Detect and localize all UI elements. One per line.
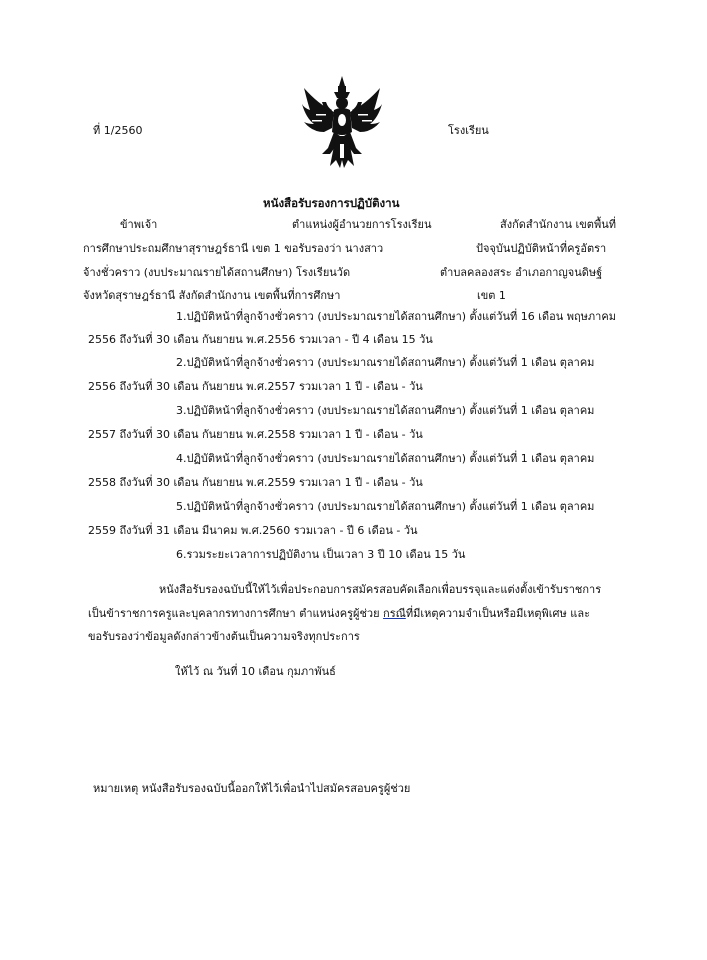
intro-line-4b: เขต 1 [477, 289, 506, 302]
item-1-cont: 2556 ถึงวันที่ 30 เดือน กันยายน พ.ศ.2556 รวมเวลา - ปี 4 เดือน 15 วัน [88, 333, 433, 346]
item-4-main: 4.ปฏิบัติหน้าที่ลูกจ้างชั่วคราว (งบประมาณรายได้สถานศึกษา) ตั้งแต่วันที่ 1 เดือน ตุลาคม [176, 452, 595, 465]
intro-line-4a: จังหวัดสุราษฎร์ธานี สังกัดสำนักงาน เขตพื้นที่การศึกษา [83, 289, 341, 302]
doc-number: ที่ 1/2560 [93, 124, 143, 137]
intro-line-2b: ปัจจุบันปฏิบัติหน้าที่ครูอัตรา [476, 242, 607, 255]
item-5-cont: 2559 ถึงวันที่ 31 เดือน มีนาคม พ.ศ.2560 รวมเวลา - ปี 6 เดือน - วัน [88, 524, 418, 537]
purpose-line-2a: เป็นข้าราชการครูและบุคลากรทางการศึกษา ตำแหน่งครูผู้ช่วย [88, 607, 384, 620]
purpose-line-2b: ที่มีเหตุความจำเป็นหรือมีเหตุพิเศษ และ [405, 607, 590, 620]
item-2-cont: 2556 ถึงวันที่ 30 เดือน กันยายน พ.ศ.2557 รวมเวลา 1 ปี - เดือน - วัน [88, 380, 423, 393]
purpose-line-3: ขอรับรองว่าข้อมูลดังกล่าวข้างต้นเป็นความจริงทุกประการ [88, 630, 360, 643]
intro-line-1a: ข้าพเจ้า [120, 218, 158, 231]
item-5-main: 5.ปฏิบัติหน้าที่ลูกจ้างชั่วคราว (งบประมาณรายได้สถานศึกษา) ตั้งแต่วันที่ 1 เดือน ตุลาคม [176, 500, 595, 513]
purpose-case-word: กรณี [383, 607, 406, 620]
school-label: โรงเรียน [448, 124, 489, 137]
intro-line-3a: จ้างชั่วคราว (งบประมาณรายได้สถานศึกษา) โรงเรียนวัด [83, 266, 351, 279]
item-3-cont: 2557 ถึงวันที่ 30 เดือน กันยายน พ.ศ.2558 รวมเวลา 1 ปี - เดือน - วัน [88, 428, 423, 441]
intro-line-1c: สังกัดสำนักงาน เขตพื้นที่ [500, 218, 616, 231]
document-title: หนังสือรับรองการปฏิบัติงาน [263, 196, 400, 210]
purpose-line-1: หนังสือรับรองฉบับนี้ให้ไว้เพื่อประกอบการสมัครสอบคัดเลือกเพื่อบรรจุและแต่งตั้งเข้ารับราชการ [159, 583, 602, 596]
note: หมายเหตุ หนังสือรับรองฉบับนี้ออกให้ไว้เพื่อนำไปสมัครสอบครูผู้ช่วย [93, 782, 411, 795]
total-duration: 6.รวมระยะเวลาการปฏิบัติงาน เป็นเวลา 3 ปี 10 เดือน 15 วัน [176, 548, 466, 561]
garuda-emblem-icon [300, 74, 384, 170]
intro-line-3b: ตำบลคลองสระ อำเภอกาญจนดิษฐ์ [440, 266, 603, 279]
given-date: ให้ไว้ ณ วันที่ 10 เดือน กุมภาพันธ์ [175, 665, 336, 678]
purpose-line-2 [88, 607, 590, 621]
item-4-cont: 2558 ถึงวันที่ 30 เดือน กันยายน พ.ศ.2559 รวมเวลา 1 ปี - เดือน - วัน [88, 476, 423, 489]
intro-line-1b: ตำแหน่งผู้อำนวยการโรงเรียน [292, 218, 432, 231]
item-3-main: 3.ปฏิบัติหน้าที่ลูกจ้างชั่วคราว (งบประมาณรายได้สถานศึกษา) ตั้งแต่วันที่ 1 เดือน ตุลาคม [176, 404, 595, 417]
item-2-main: 2.ปฏิบัติหน้าที่ลูกจ้างชั่วคราว (งบประมาณรายได้สถานศึกษา) ตั้งแต่วันที่ 1 เดือน ตุลาคม [176, 356, 595, 369]
item-1-main: 1.ปฏิบัติหน้าที่ลูกจ้างชั่วคราว (งบประมาณรายได้สถานศึกษา) ตั้งแต่วันที่ 16 เดือน พฤษภาคม [176, 310, 616, 323]
intro-line-2a: การศึกษาประถมศึกษาสุราษฎร์ธานี เขต 1 ขอรับรองว่า นางสาว [83, 242, 384, 255]
